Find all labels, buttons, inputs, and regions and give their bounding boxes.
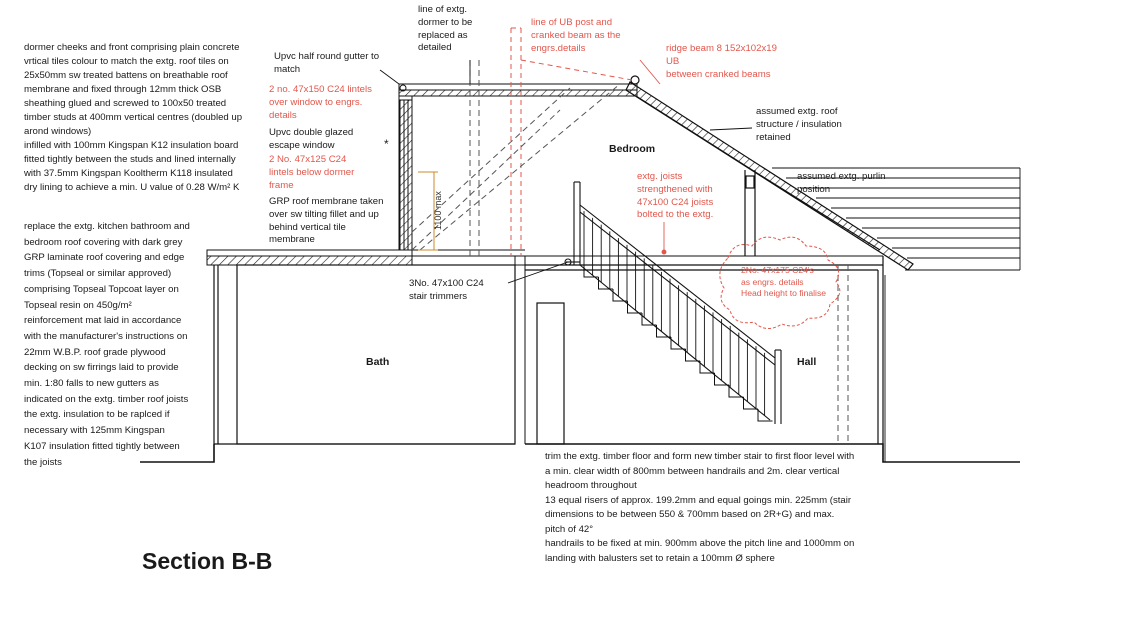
stair-step xyxy=(758,409,773,421)
leader-lines-red xyxy=(640,60,666,254)
note-dormer-cheeks: dormer cheeks and front comprising plain concrete vrtical tiles colour to match the extg. roof tiles on 25x50mm sw treated battens on breathable roof membrane and fixed through 12mm thick OSB sheathing glued and screwed to 100x50 treated timber studs at 400mm vertical centres (doubled up arond windows) infilled with 100mm Kingspan K12 insulation board fitted tightly between the studs and lined internally with 37.5mm Kingspan Kooltherm K118 insulated dry lining to achieve a min. U value of 0.28 W/m² K xyxy=(24,42,243,193)
stair-step xyxy=(613,289,628,301)
dimension-label: 1100 max xyxy=(433,191,443,230)
note-lintels-dormer: 2 No. 47x125 C24 lintels below dormer frame xyxy=(269,154,355,191)
note-timber-floor: trim the extg. timber floor and form new timber stair to first floor level with a min. clear width of 800mm between handrails and 2m. clear vertical headroom throughout 13 equal risers of approx. 199.2mm and equal goings min. 225mm (stair dimensions to be between 550 & 700mm based on 2R+G) and max. pitch of 42° handrails to be fixed at min. 900mm above the pitch line and 1000mm on landing with balusters set to retain a 100mm Ø sphere xyxy=(545,451,855,564)
room-label-bedroom: Bedroom xyxy=(609,143,656,155)
room-label-bath: Bath xyxy=(366,356,390,368)
note-replace-roof: replace the extg. kitchen bathroom and bedroom roof covering with dark grey GRP laminate roof covering and edge trims (Topseal or similar approved) comprising Topseal Topcoat layer on Topseal resin on 450g/m² reinforcement mat laid in accordance with the manufacturer's instructions on 22mm W.B.P. roof grade plywood decking on sw firrings laid to provide min. 1:80 falls to new gutters as indicated on the extg. timber roof joists the extg. insulation to be raplced if necessary with 125mm Kingspan K107 insulation fitted tightly between the joists xyxy=(24,221,190,468)
note-gutter: Upvc half round gutter to match xyxy=(274,51,380,75)
note-ub-post: line of UB post and cranked beam as the engrs.details xyxy=(531,17,621,54)
note-joists-strengthened: extg. joists strengthened with 47x100 C24 joists bolted to the extg. xyxy=(637,171,714,221)
note-extg-dormer: line of extg. dormer to be replaced as detailed xyxy=(418,4,473,54)
stair-step xyxy=(657,325,672,337)
stair-step xyxy=(628,301,643,313)
note-lintels-window: 2 no. 47x150 C24 lintels over window to engrs. details xyxy=(269,84,372,121)
note-purlin: assumed extg. purlin position xyxy=(797,171,886,195)
stair-balusters xyxy=(584,211,765,415)
stair-step xyxy=(599,277,614,289)
note-ridge-beam: ridge beam 8 152x102x19 UB between cranked beams xyxy=(666,43,777,80)
section-title: Section B-B xyxy=(142,548,273,574)
note-stair-trimmers: 3No. 47x100 C24 stair trimmers xyxy=(409,278,484,302)
stair-step xyxy=(700,361,715,373)
note-assumed-roof: assumed extg. roof structure / insulation retained xyxy=(756,106,842,143)
stair-step xyxy=(584,265,599,277)
star-mark: * xyxy=(384,137,389,151)
neighbour-cladding xyxy=(772,168,1020,462)
note-grp-membrane: GRP roof membrane taken over sw tilting fillet and up behind vertical tile membrane xyxy=(269,196,384,246)
note-c24-175: 2No. 47x175 C24's as engrs. details Head height to finalise xyxy=(741,265,827,299)
stair-step xyxy=(729,385,744,397)
note-escape-window: Upvc double glazed escape window xyxy=(269,127,354,151)
room-label-hall: Hall xyxy=(797,356,817,368)
ub-post-lines xyxy=(511,28,632,256)
stair-step xyxy=(686,349,701,361)
